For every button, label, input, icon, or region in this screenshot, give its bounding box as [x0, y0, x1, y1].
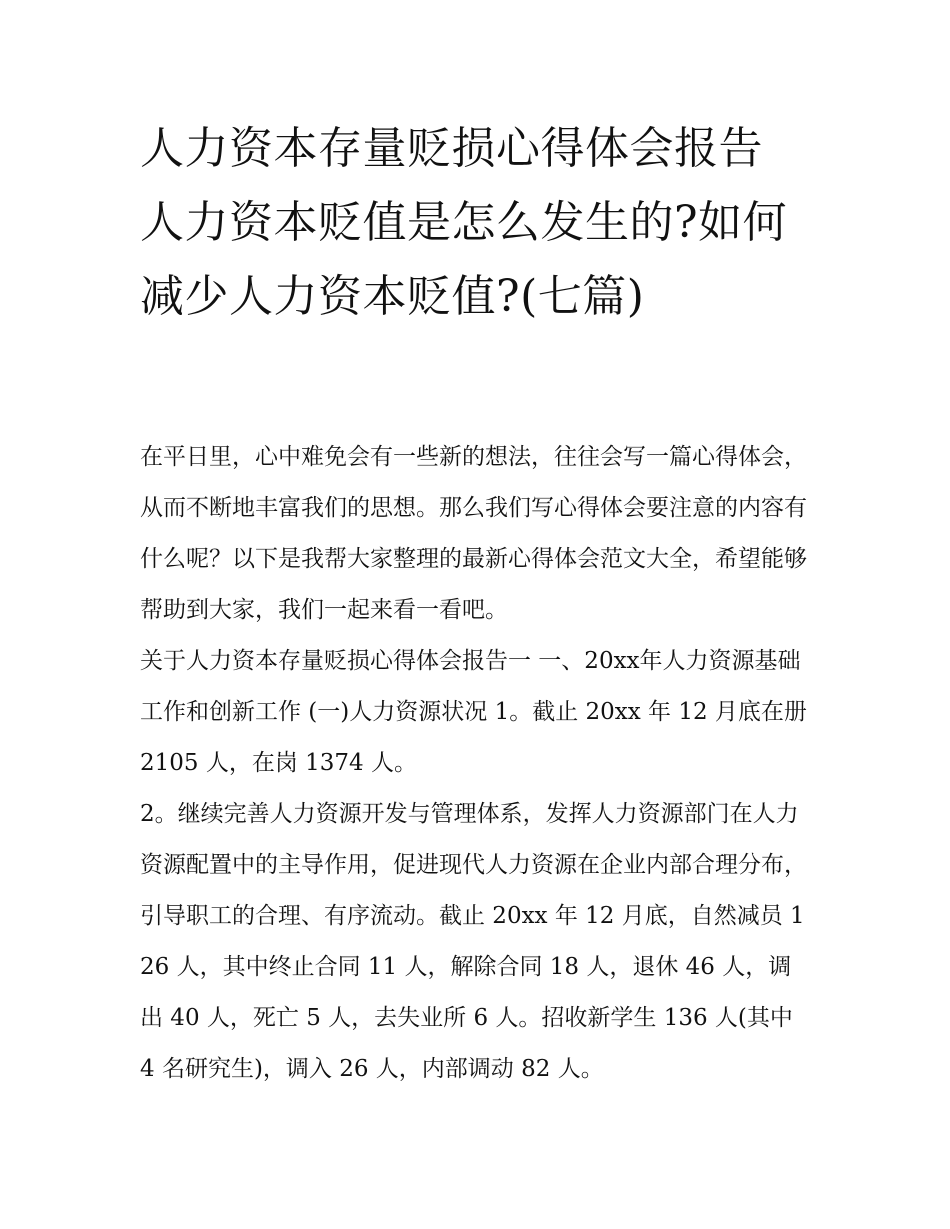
- document-title: 人力资本存量贬损心得体会报告 人力资本贬值是怎么发生的?如何减少人力资本贬值?(七篇): [140, 123, 788, 322]
- document-body: [140, 432, 812, 1095]
- intro-paragraph: 在平日里，心中难免会有一些新的想法，往往会写一篇心得体会，从而不断地丰富我们的思想。那么我们写心得体会要注意的内容有什么呢？以下是我帮大家整理的最新心得体会范文大全，希望能够帮助到大家，我们一起来看一看吧。: [140, 444, 807, 623]
- report-paragraph-2: 2。继续完善人力资源开发与管理体系，发挥人力资源部门在人力资源配置中的主导作用，促进现代人力资源在企业内部合理分布，引导职工的合理、有序流动。截止 20xx 年 12 月底，自然减员 126 人，其中终止合同 11 人，解除合同 18 人，退休 46 人，调出 40 人，死亡 5 人，去失业所 6 人。招收新学生 136 人(其中 4 名研究生)，调入 26 人，内部调动 82 人。: [140, 801, 807, 1082]
- report-paragraph-1: 关于人力资本存量贬损心得体会报告一 一、20xx年人力资源基础工作和创新工作 (一)人力资源状况 1。截止 20xx 年 12 月底在册 2105 人，在岗 1374 人。: [140, 648, 807, 776]
